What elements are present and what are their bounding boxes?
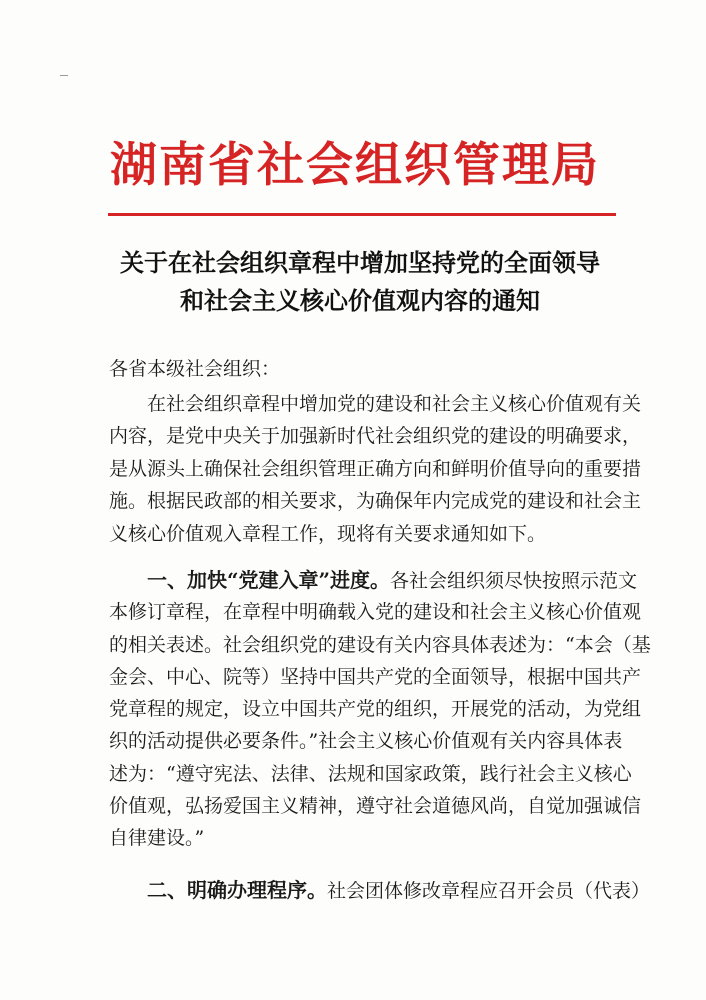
agency-header: 湖南省社会组织管理局 [110,138,600,193]
scan-mark [60,75,68,76]
section-1-first-line-text: 各社会组织须尽快按照示范文 [390,570,638,592]
paragraph-line: 党章程的规定，设立中国共产党的组织，开展党的活动，为党组 [109,698,642,721]
salutation: 各省本级社会组织： [109,358,281,380]
section-2-first-line [109,875,651,905]
document-title [80,244,640,320]
intro-paragraph [109,388,642,550]
paragraph-line: 的相关表述。社会组织党的建设有关内容具体表述为：“本会（基 [109,633,651,656]
paragraph-line: 自律建设。” [109,827,205,850]
paragraph-line: 述为：“遵守宪法、法律、法规和国家政策，践行社会主义核心 [109,762,632,785]
section-2-paragraph [109,875,651,905]
paragraph-line: 价值观，弘扬爱国主义精神，遵守社会道德风尚，自觉加强诚信 [109,795,642,818]
section-1-first-line [109,564,638,596]
section-2-first-line-text: 社会团体修改章程应召开会员（代表） [327,880,651,902]
paragraph-line: 在社会组织章程中增加党的建设和社会主义核心价值观有关 [147,393,642,415]
section-1-heading: 一、加快“党建入章”进度。 [147,568,391,592]
paragraph-line: 金会、中心、院等）坚持中国共产党的全面领导，根据中国共产 [109,665,642,688]
paragraph-line: 是从源头上确保社会组织管理正确方向和鲜明价值导向的重要措 [109,457,642,480]
paragraph-line: 义核心价值观入章程工作，现将有关要求通知如下。 [109,522,547,545]
red-header-rule [108,213,616,216]
title-line-2: 和社会主义核心价值观内容的通知 [180,286,540,315]
section-1-paragraph [109,564,651,855]
paragraph-line: 本修订章程，在章程中明确载入党的建设和社会主义核心价值观 [109,601,642,624]
paragraph-line: 内容，是党中央关于加强新时代社会组织党的建设的明确要求， [109,425,642,448]
title-line-1: 关于在社会组织章程中增加坚持党的全面领导 [120,248,600,277]
paragraph-line: 织的活动提供必要条件。”社会主义核心价值观有关内容具体表 [109,730,623,753]
paragraph-line: 施。根据民政部的相关要求，为确保年内完成党的建设和社会主 [109,490,642,513]
section-2-heading: 二、明确办理程序。 [147,878,327,902]
